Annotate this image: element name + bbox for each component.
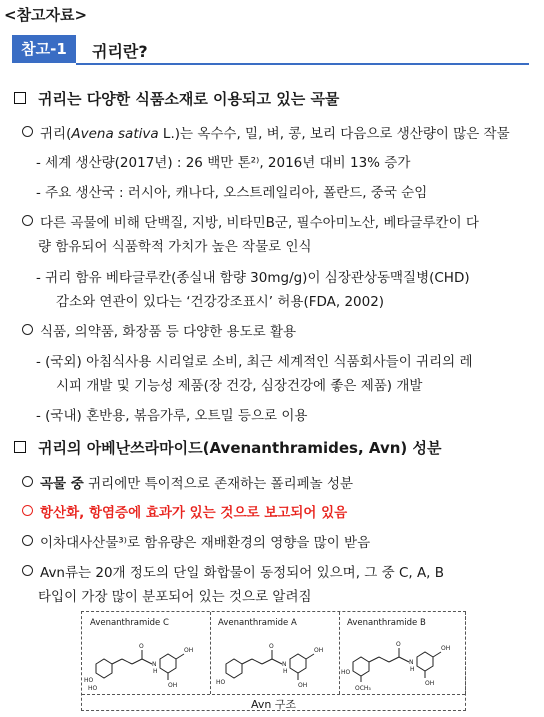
item-text: 이차대사산물³⁾로 함유량은 재배환경의 영향을 많이 받음 [40,535,371,551]
section-1-heading [14,88,339,109]
avenanthramide-b-structure [339,612,465,694]
list-item-continuation: 타입이 가장 많이 분포되어 있는 것으로 알려짐 [38,589,312,605]
atom-label: OCH₃ [355,685,371,692]
list-item: - 주요 생산국 : 러시아, 캐나다, 오스트레일리아, 폴란드, 중국 순임 [36,185,428,201]
list-item [22,561,444,581]
atom-label: H [283,668,288,675]
atom-label: H [153,668,158,675]
species-name: Avena sativa [71,126,159,142]
figure-panel-c [82,612,211,694]
circle-bullet-icon [22,565,33,576]
item-text: 귀리에만 특이적으로 존재하는 폴리페놀 성분 [83,476,354,492]
highlighted-list-item [22,501,347,521]
atom-label: HO [84,677,94,684]
circle-bullet-icon [22,215,33,226]
item-text: L.)는 옥수수, 밀, 벼, 콩, 보리 다음으로 생산량이 많은 작물 [158,126,510,142]
atom-label: N [282,661,287,668]
item-text: 다른 곡물에 비해 단백질, 지방, 비타민B군, 필수아미노산, 베타글루칸이 다 [40,215,479,231]
avenanthramide-a-structure [210,612,339,694]
list-item [22,122,510,142]
panel-title: Avenanthramide A [218,618,297,628]
structure-figure [81,611,466,711]
panel-title: Avenanthramide B [347,618,426,628]
circle-bullet-icon [22,535,33,546]
panel-title: Avenanthramide C [90,618,169,628]
circle-bullet-icon [22,476,33,487]
atom-label: H [410,666,415,673]
list-item: - 세계 생산량(2017년) : 26 백만 톤²⁾, 2016년 대비 13% 증가 [36,155,411,171]
figure-caption: Avn 구조 [250,698,297,711]
item-text: 식품, 의약품, 화장품 등 다양한 용도로 활용 [40,324,297,340]
atom-label: O [396,641,401,648]
atom-label: OH [314,647,324,654]
atom-label: HO [88,685,98,692]
list-item: - (국내) 혼반용, 볶음가루, 오트밀 등으로 이용 [36,408,308,424]
list-item: - (국외) 아침식사용 시리얼로 소비, 최근 세계적인 식품회사들이 귀리의 레 [36,354,473,370]
atom-label: HO [216,679,226,686]
atom-label: N [152,661,157,668]
reference-badge: 참고-1 [12,35,76,63]
atom-label: OH [441,645,451,652]
section-2-heading [14,437,441,458]
section-1-title: 귀리는 다양한 식품소재로 이용되고 있는 곡물 [38,90,340,108]
section-2-title: 귀리의 아베난쓰라마이드(Avenanthramides, Avn) 성분 [38,439,442,457]
square-bullet-icon [14,92,26,104]
atom-label: OH [184,647,194,654]
list-item-continuation: 량 함유되어 식품학적 가치가 높은 작물로 인식 [38,239,312,255]
list-item [22,211,479,231]
item-text: Avn류는 20개 정도의 단일 화합물이 동정되어 있으며, 그 중 C, A, B [40,565,445,581]
atom-label: O [269,643,274,650]
list-item [22,320,296,340]
list-item [22,531,370,551]
bold-text: 곡물 중 [40,476,84,492]
item-text: 항산화, 항염증에 효과가 있는 것으로 보고되어 있음 [40,505,348,521]
list-item: - 귀리 함유 베타글루칸(종실내 함량 30mg/g)이 심장관상동맥질병(CHD) [36,270,470,286]
item-text: 귀리( [40,126,72,142]
top-label: <참고자료> [4,6,88,24]
list-item-continuation: 시피 개발 및 기능성 제품(장 건강, 심장건강에 좋은 제품) 개발 [56,378,423,394]
atom-label: OH [425,680,435,687]
atom-label: OH [298,682,308,689]
atom-label: HO [341,669,351,676]
avenanthramide-c-structure [82,612,210,694]
square-bullet-icon [14,441,26,453]
list-item [22,472,353,492]
figure-caption-row [82,694,465,711]
reference-title: 귀리란? [92,42,148,61]
atom-label: O [139,643,144,650]
atom-label: N [409,659,414,666]
figure-panel-a [210,612,340,694]
title-underline [76,63,529,65]
circle-bullet-icon [22,126,33,137]
circle-bullet-icon [22,505,33,516]
figure-panel-b [339,612,466,694]
circle-bullet-icon [22,324,33,335]
atom-label: OH [168,682,178,689]
list-item-continuation: 감소와 연관이 있다는 ‘건강강조표시’ 허용(FDA, 2002) [56,294,385,310]
